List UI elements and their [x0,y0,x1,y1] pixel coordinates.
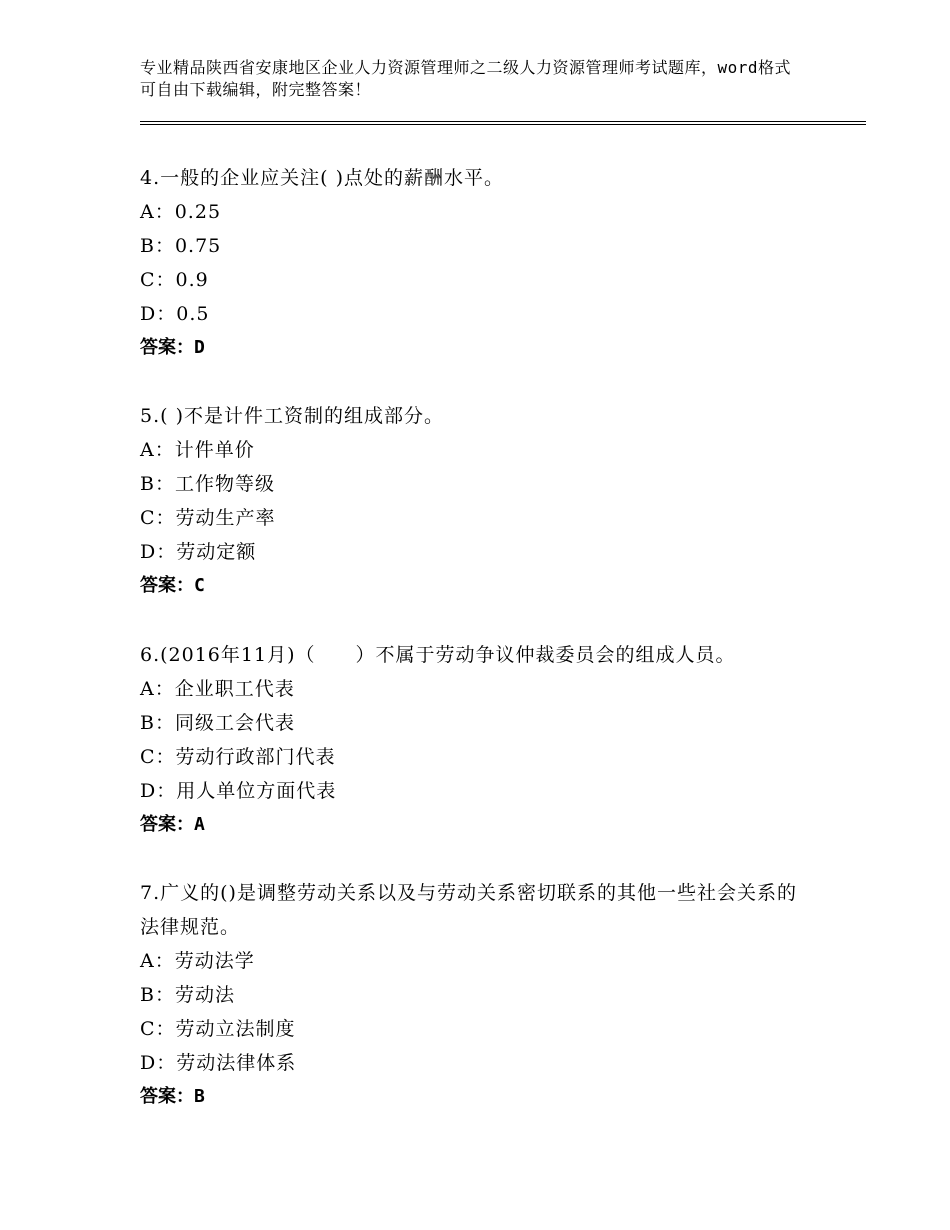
question-6 [140,638,820,842]
option-d: D：劳动定额 [140,541,257,563]
question-stem: 6.(2016年11月)（ ）不属于劳动争议仲裁委员会的组成人员。 [140,644,736,666]
option-a: A：计件单价 [140,439,255,461]
option-c: C：劳动立法制度 [140,1018,296,1040]
answer-label: 答案：B [140,1086,205,1107]
option-c: C：劳动行政部门代表 [140,746,336,768]
option-a: A：企业职工代表 [140,678,295,700]
option-a: A：0.25 [140,201,222,223]
option-c: C：0.9 [140,269,209,291]
option-b: B：劳动法 [140,984,235,1006]
document-header [140,57,800,101]
option-d: D：用人单位方面代表 [140,780,337,802]
question-stem: 7.广义的()是调整劳动关系以及与劳动关系密切联系的其他一些社会关系的法律规范。 [140,882,797,938]
answer-label: 答案：C [140,575,205,596]
option-b: B：工作物等级 [140,473,275,495]
option-a: A：劳动法学 [140,950,255,972]
option-d: D：0.5 [140,303,210,325]
header-divider [140,121,866,125]
question-7 [140,876,820,1114]
question-stem: 5.( )不是计件工资制的组成部分。 [140,405,444,427]
option-b: B：0.75 [140,235,222,257]
option-c: C：劳动生产率 [140,507,276,529]
question-4 [140,161,820,365]
answer-label: 答案：A [140,814,205,835]
question-5 [140,399,820,603]
question-stem: 4.一般的企业应关注( )点处的薪酬水平。 [140,167,504,189]
document-title: 专业精品陕西省安康地区企业人力资源管理师之二级人力资源管理师考试题库，word格式可自由下载编辑，附完整答案！ [140,58,792,99]
answer-label: 答案：D [140,337,205,358]
option-d: D：劳动法律体系 [140,1052,297,1074]
option-b: B：同级工会代表 [140,712,295,734]
